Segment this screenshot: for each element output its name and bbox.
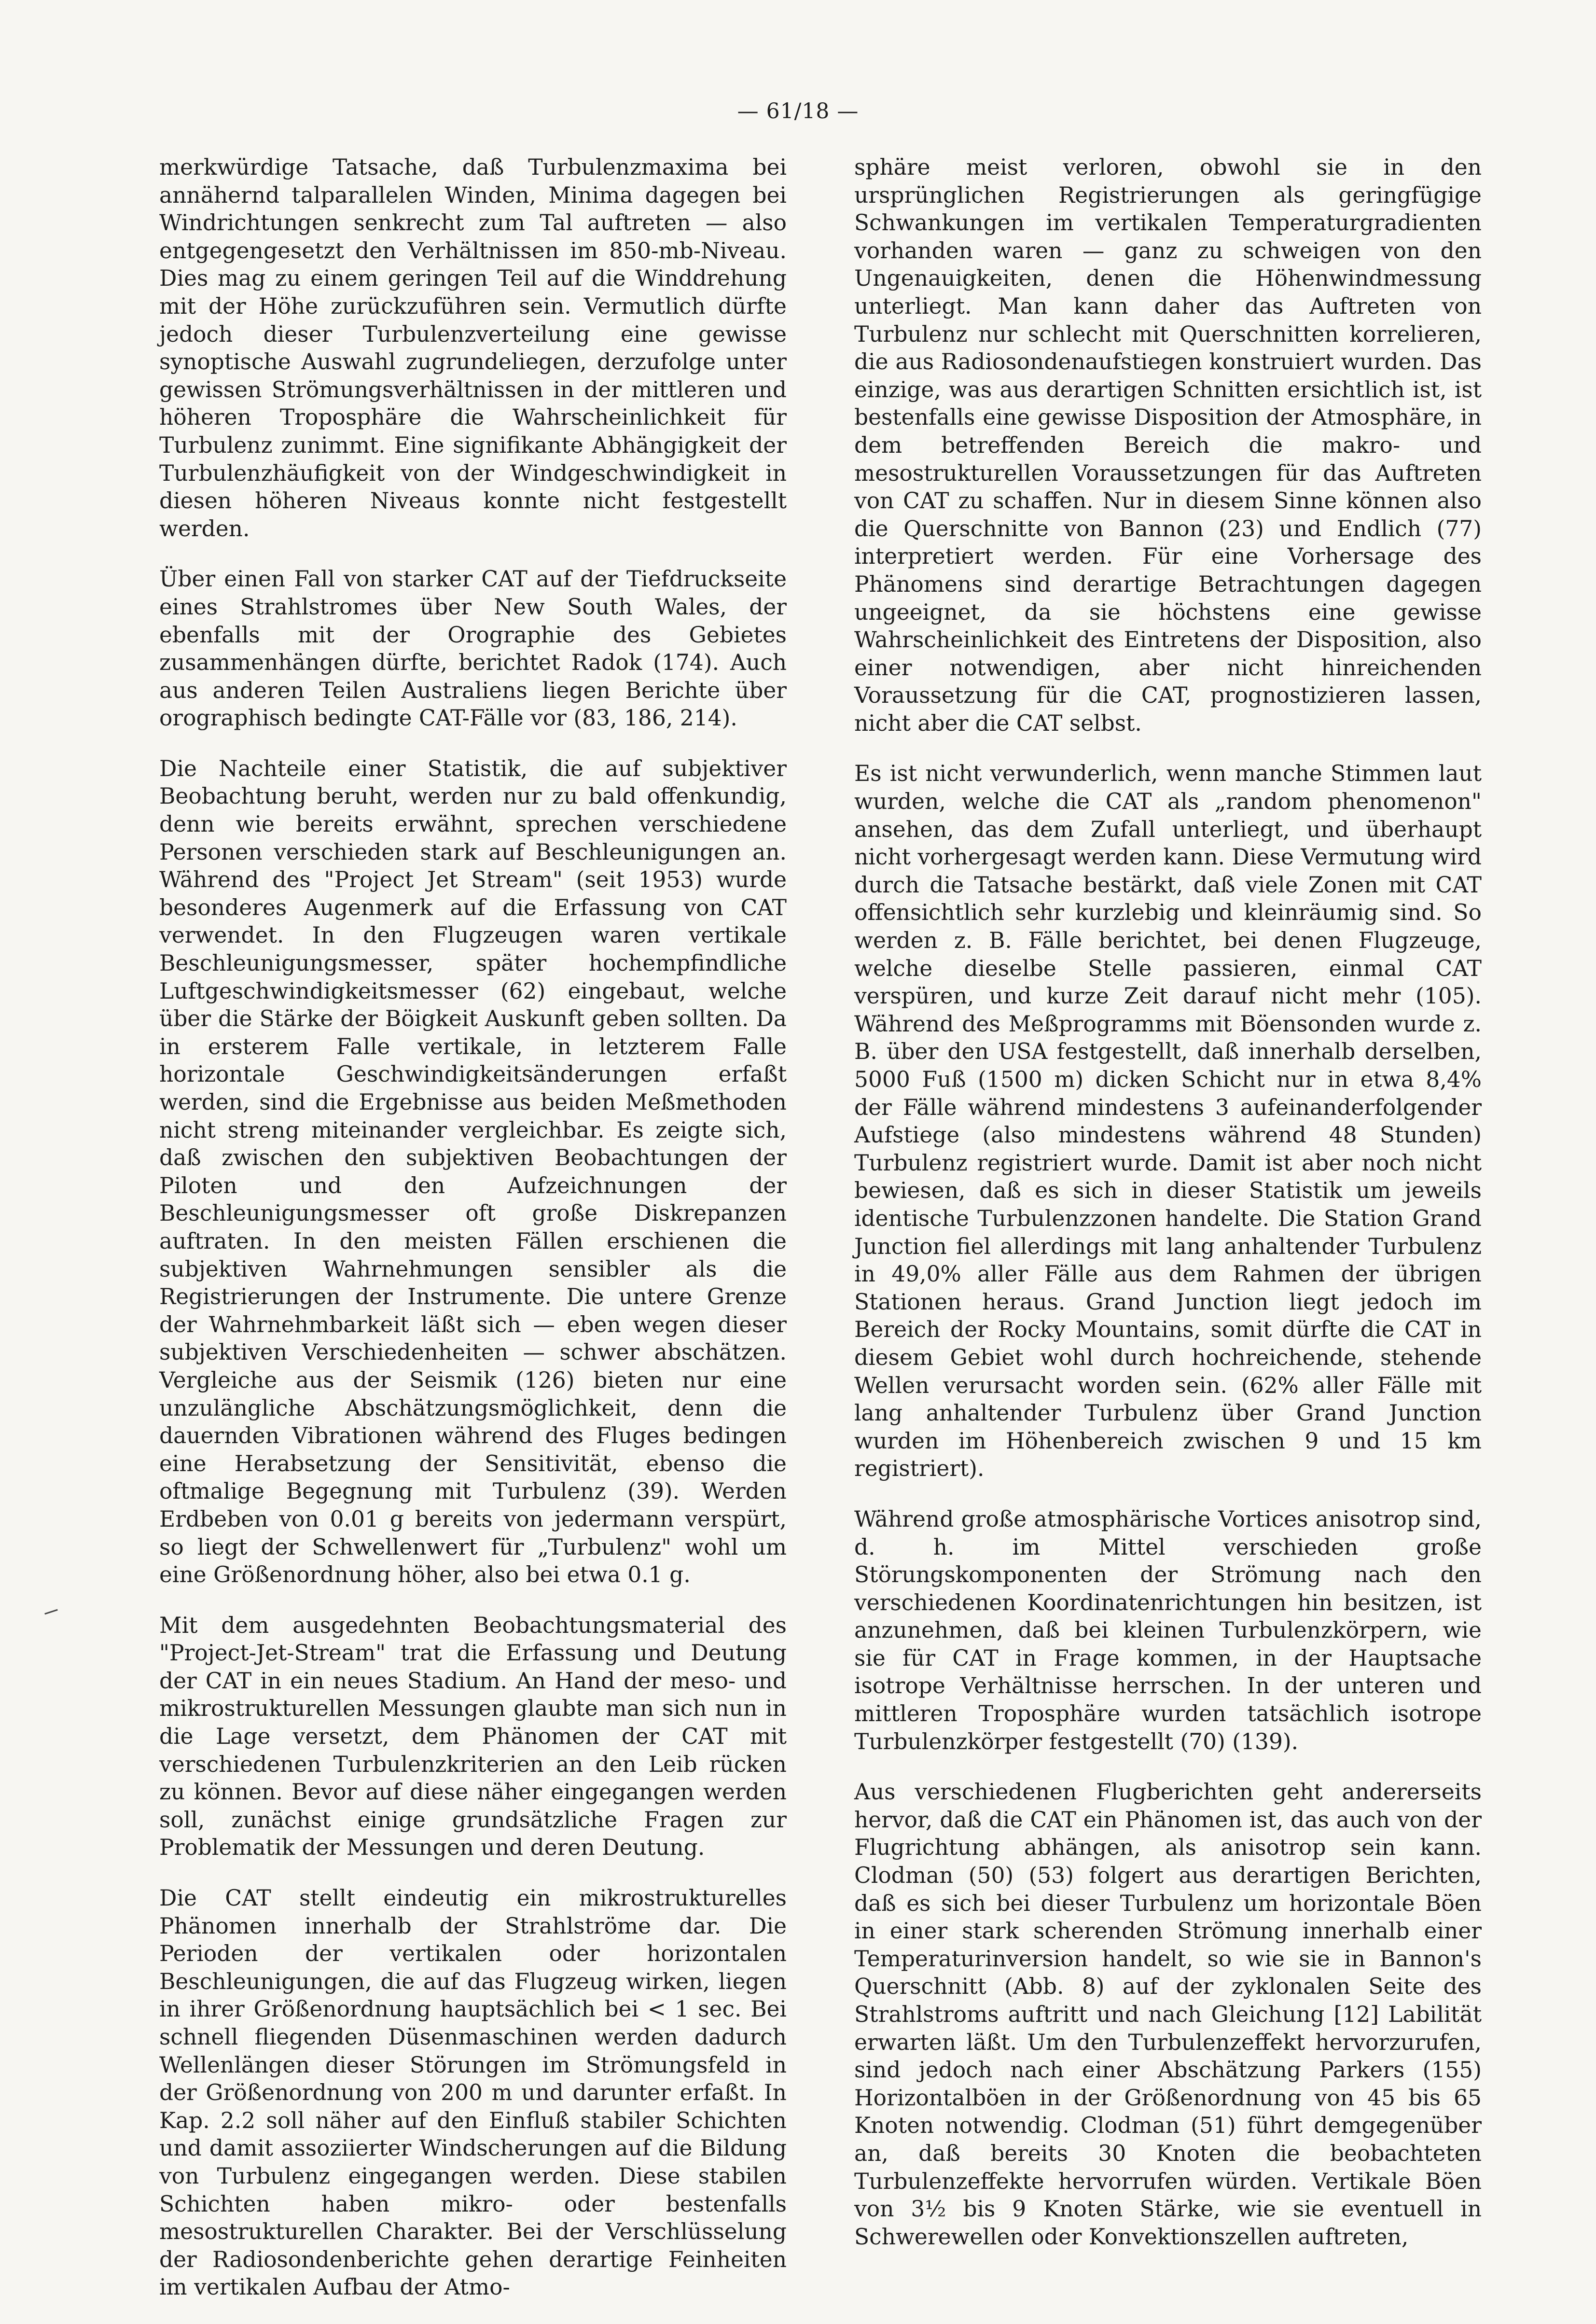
margin-pencil-mark [44,1609,58,1615]
paragraph: Über einen Fall von starker CAT auf der Tiefdruckseite eines Strahlstromes über New South Wales, der ebenfalls mit der Orographie des Gebietes zusammenhängen dürfte, berichtet Radok (174). Auch aus anderen Teilen Australiens liegen Berichte über orographisch bedingte CAT-Fälle vor (83, 186, 214). [159,566,787,731]
paragraph: Es ist nicht verwunderlich, wenn manche Stimmen laut wurden, welche die CAT als „random phenomenon" ansehen, das dem Zufall unterliegt, und überhaupt nicht vorhergesagt werden kann. Diese Vermutung wird durch die Tatsache bestärkt, daß viele Zonen mit CAT offensichtlich sehr kurzlebig und kleinräumig sind. So werden z. B. Fälle berichtet, bei denen Flugzeuge, welche dieselbe Stelle passieren, einmal CAT verspüren, und kurze Zeit darauf nicht mehr (105). Während des Meßprogramms mit Böensonden wurde z. B. über den USA festgestellt, daß innerhalb derselben, 5000 Fuß (1500 m) dicken Schicht nur in etwa 8,4% der Fälle während mindestens 3 aufeinanderfolgender Aufstiege (also mindestens während 48 Stunden) Turbulenz registriert wurde. Damit ist aber noch nicht bewiesen, daß es sich in dieser Statistik um jeweils identische Turbulenzzonen handelte. Die Station Grand Junction fiel allerdings mit lang anhaltender Turbulenz in 49,0% aller Fälle aus dem Rahmen der übrigen Stationen heraus. Grand Junction liegt jedoch im Bereich der Rocky Mountains, somit dürfte die CAT in diesem Gebiet wohl durch hochreichende, stehende Wellen verursacht worden sein. (62% aller Fälle mit lang anhaltender Turbulenz über Grand Junction wurden im Höhenbereich zwischen 9 und 15 km registriert). [854,761,1482,1482]
left-column [159,153,787,2324]
paragraph: Die CAT stellt eindeutig ein mikrostrukturelles Phänomen innerhalb der Strahlströme dar. Die Perioden der vertikalen oder horizontalen Beschleunigungen, die auf das Flugzeug wirken, liegen in ihrer Größenordnung hauptsächlich bei < 1 sec. Bei schnell fliegenden Düsenmaschinen werden dadurch Wellenlängen dieser Störungen im Strömungsfeld in der Größenordnung von 200 m und darunter erfaßt. In Kap. 2.2 soll näher auf den Einfluß stabiler Schichten und damit assoziierter Windscherungen auf die Bildung von Turbulenz eingegangen werden. Diese stabilen Schichten haben mikro- oder bestenfalls mesostrukturellen Charakter. Bei der Verschlüsselung der Radiosondenberichte gehen derartige Feinheiten im vertikalen Aufbau der Atmo- [159,1885,787,2300]
paragraph: merkwürdige Tatsache, daß Turbulenzmaxima bei annähernd talparallelen Winden, Minima dagegen bei Windrichtungen senkrecht zum Tal auftreten — also entgegengesetzt den Verhältnissen im 850-mb-Niveau. Dies mag zu einem geringen Teil auf die Winddrehung mit der Höhe zurückzuführen sein. Vermutlich dürfte jedoch dieser Turbulenzverteilung eine gewisse synoptische Auswahl zugrundeliegen, derzufolge unter gewissen Strömungsverhältnissen in der mittleren und höheren Troposphäre die Wahrscheinlichkeit für Turbulenz zunimmt. Eine signifikante Abhängigkeit der Turbulenzhäufigkeit von der Windgeschwindigkeit in diesen höheren Niveaus konnte nicht festgestellt werden. [159,154,787,542]
paragraph: sphäre meist verloren, obwohl sie in den ursprünglichen Registrierungen als geringfügige Schwankungen im vertikalen Temperaturgradienten vorhanden waren — ganz zu schweigen von den Ungenauigkeiten, denen die Höhenwindmessung unterliegt. Man kann daher das Auftreten von Turbulenz nur schlecht mit Querschnitten korrelieren, die aus Radiosondenaufstiegen konstruiert wurden. Das einzige, was aus derartigen Schnitten ersichtlich ist, ist bestenfalls eine gewisse Disposition der Atmosphäre, in dem betreffenden Bereich die makro- und mesostrukturellen Voraussetzungen für das Auftreten von CAT zu schaffen. Nur in diesem Sinne können also die Querschnitte von Bannon (23) und Endlich (77) interpretiert werden. Für eine Vorhersage des Phänomens sind derartige Betrachtungen dagegen ungeeignet, da sie höchstens eine gewisse Wahrscheinlichkeit des Eintretens der Disposition, also einer notwendigen, aber nicht hinreichenden Voraussetzung für die CAT, prognostizieren lassen, nicht aber die CAT selbst. [854,154,1482,736]
paragraph: Die Nachteile einer Statistik, die auf subjektiver Beobachtung beruht, werden nur zu bald offenkundig, denn wie bereits erwähnt, sprechen verschiedene Personen verschieden stark auf Beschleunigungen an. Während des "Project Jet Stream" (seit 1953) wurde besonderes Augenmerk auf die Erfassung von CAT verwendet. In den Flugzeugen waren vertikale Beschleunigungsmesser, später hochempfindliche Luftgeschwindigkeitsmesser (62) eingebaut, welche über die Stärke der Böigkeit Auskunft geben sollten. Da in ersterem Falle vertikale, in letzterem Falle horizontale Geschwindigkeitsänderungen erfaßt werden, sind die Ergebnisse aus beiden Meßmethoden nicht streng miteinander vergleichbar. Es zeigte sich, daß zwischen den subjektiven Beobachtungen der Piloten und den Aufzeichnungen der Beschleunigungsmesser oft große Diskrepanzen auftraten. In den meisten Fällen erschienen die subjektiven Wahrnehmungen sensibler als die Registrierungen der Instrumente. Die untere Grenze der Wahrnehmbarkeit läßt sich — eben wegen dieser subjektiven Verschiedenheiten — schwer abschätzen. Vergleiche aus der Seismik (126) bieten nur eine unzulängliche Abschätzungsmöglichkeit, denn die dauernden Vibrationen während des Fluges bedingen eine Herabsetzung der Sensitivität, ebenso die oftmalige Begegnung mit Turbulenz (39). Werden Erdbeben von 0.01 g bereits von jedermann verspürt, so liegt der Schwellenwert für „Turbulenz" wohl um eine Größenordnung höher, also bei etwa 0.1 g. [159,755,787,1588]
paragraph: Mit dem ausgedehnten Beobachtungsmaterial des "Project-Jet-Stream" trat die Erfassung und Deutung der CAT in ein neues Stadium. An Hand der meso- und mikrostrukturellen Messungen glaubte man sich nun in die Lage versetzt, dem Phänomen der CAT mit verschiedenen Turbulenzkriterien an den Leib rücken zu können. Bevor auf diese näher eingegangen werden soll, zunächst einige grundsätzliche Fragen zur Problematik der Messungen und deren Deutung. [159,1612,787,1861]
page-number: — 61/18 — [737,99,859,124]
paragraph: Während große atmosphärische Vortices anisotrop sind, d. h. im Mittel verschieden große Störungskomponenten der Strömung nach den verschiedenen Koordinatenrichtungen hin besitzen, ist anzunehmen, daß bei kleinen Turbulenzkörpern, wie sie für CAT in Frage kommen, in der Hauptsache isotrope Verhältnisse herrschen. In der unteren und mittleren Troposphäre wurden tatsächlich isotrope Turbulenzkörper festgestellt (70) (139). [854,1506,1482,1754]
right-column [854,153,1482,2273]
paragraph: Aus verschiedenen Flugberichten geht andererseits hervor, daß die CAT ein Phänomen ist, das auch von der Flugrichtung abhängen, als anisotrop sein kann. Clodman (50) (53) folgert aus derartigen Berichten, daß es sich bei dieser Turbulenz um horizontale Böen in einer stark scherenden Strömung innerhalb einer Temperaturinversion handelt, so wie sie in Bannon's Querschnitt (Abb. 8) auf der zyklonalen Seite des Strahlstroms auftritt und nach Gleichung [12] Labilität erwarten läßt. Um den Turbulenzeffekt hervorzurufen, sind jedoch nach einer Abschätzung Parkers (155) Horizontalböen in der Größenordnung von 45 bis 65 Knoten notwendig. Clodman (51) führt demgegenüber an, daß bereits 30 Knoten die beobachteten Turbulenzeffekte hervorrufen würden. Vertikale Böen von 3½ bis 9 Knoten Stärke, wie sie eventuell in Schwerewellen oder Konvektionszellen auftreten, [854,1779,1482,2250]
